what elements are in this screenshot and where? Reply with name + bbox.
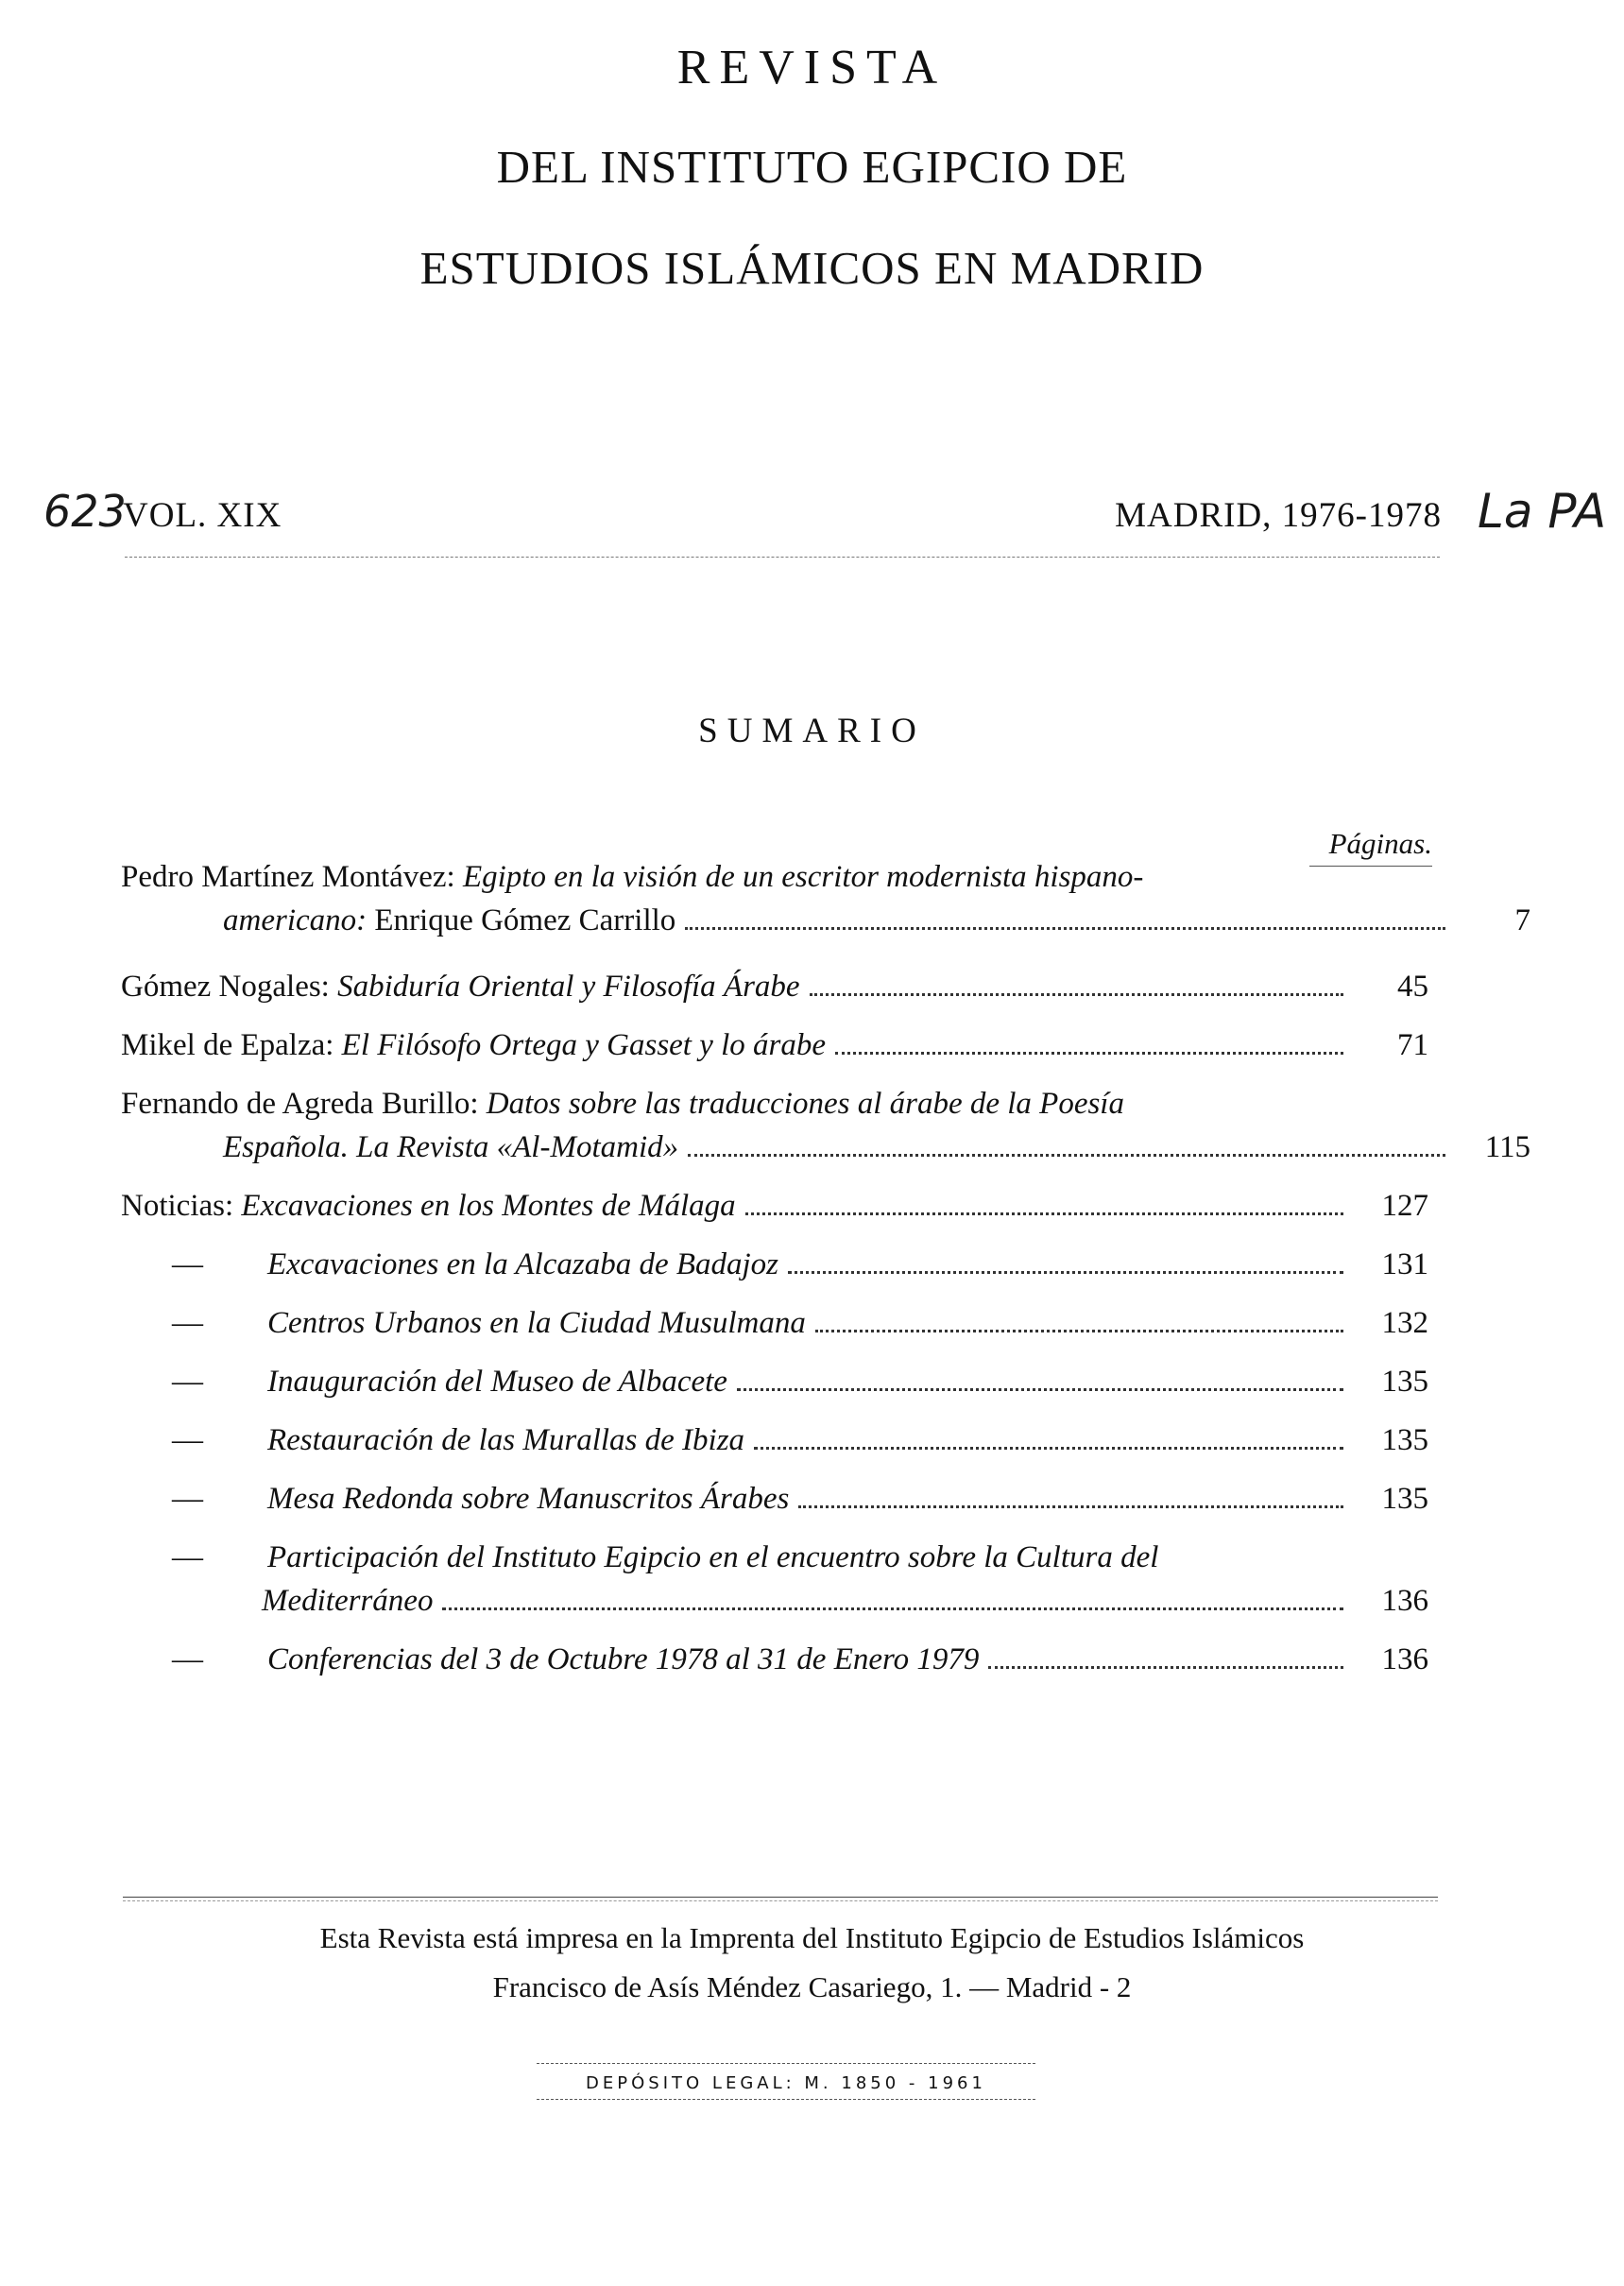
news-entry bbox=[121, 1536, 1428, 1623]
news-entry bbox=[121, 1243, 1428, 1286]
printer-address: Francisco de Asís Méndez Casariego, 1. — Madrid - 2 bbox=[492, 1970, 1132, 2003]
dot-leader bbox=[798, 1505, 1343, 1508]
dot-leader bbox=[688, 1154, 1445, 1157]
news-page: 135 bbox=[1381, 1482, 1428, 1516]
header-rule bbox=[125, 557, 1440, 558]
journal-subtitle-2: ESTUDIOS ISLÁMICOS EN MADRID bbox=[419, 242, 1205, 294]
dot-leader bbox=[754, 1447, 1343, 1450]
news-dash: — bbox=[172, 1365, 203, 1399]
toc-entry bbox=[121, 965, 1428, 1008]
toc-entry bbox=[121, 1023, 1428, 1067]
toc-page: 115 bbox=[1484, 1130, 1530, 1164]
news-page: 135 bbox=[1381, 1365, 1428, 1399]
toc-title: El Filósofo Ortega y Gasset y lo árabe bbox=[341, 1028, 827, 1062]
news-title: Restauración de las Murallas de Ibiza bbox=[267, 1423, 745, 1457]
toc-title: Sabiduría Oriental y Filosofía Árabe bbox=[337, 970, 800, 1004]
volume-label: VOL. XIX bbox=[123, 496, 282, 535]
handwritten-catalog-number: 623 bbox=[43, 486, 127, 537]
dot-leader bbox=[745, 1212, 1343, 1215]
dot-leader bbox=[835, 1052, 1343, 1055]
toc-title: Excavaciones en los Montes de Málaga bbox=[241, 1189, 736, 1223]
toc-page: 45 bbox=[1397, 970, 1428, 1004]
toc-entry bbox=[121, 1184, 1428, 1228]
news-dash: — bbox=[172, 1306, 203, 1340]
journal-subtitle: DEL INSTITUTO EGIPCIO DE bbox=[496, 141, 1128, 193]
printer-note: Esta Revista está impresa en la Imprenta del Instituto Egipcio de Estudios Islámicos bbox=[319, 1921, 1305, 1954]
news-entry bbox=[121, 1301, 1428, 1345]
toc-entry bbox=[121, 1082, 1530, 1169]
news-title: Centros Urbanos en la Ciudad Musulmana bbox=[267, 1306, 806, 1340]
toc-author: Gómez Nogales: bbox=[121, 970, 330, 1004]
toc-author: Noticias: bbox=[121, 1189, 234, 1223]
news-title: Participación del Instituto Egipcio en el encuentro sobre la Cultura del bbox=[267, 1540, 1159, 1574]
toc-title-cont: Española. La Revista «Al-Motamid» bbox=[223, 1130, 679, 1164]
dot-leader bbox=[442, 1607, 1343, 1610]
toc-title-cont-roman: Enrique Gómez Carrillo bbox=[374, 903, 676, 937]
news-title-cont: Mediterráneo bbox=[262, 1584, 434, 1618]
toc-author: Pedro Martínez Montávez: bbox=[121, 860, 455, 894]
toc-title-cont: americano: bbox=[223, 903, 368, 937]
dot-leader bbox=[988, 1666, 1343, 1669]
news-page: 132 bbox=[1381, 1306, 1428, 1340]
handwritten-note: La PA bbox=[1478, 484, 1607, 539]
toc-page: 7 bbox=[1514, 903, 1530, 937]
dot-leader bbox=[810, 993, 1343, 996]
news-entry bbox=[121, 1418, 1428, 1462]
news-dash: — bbox=[172, 1423, 203, 1457]
news-title: Conferencias del 3 de Octubre 1978 al 31 de Enero 1979 bbox=[267, 1642, 980, 1676]
news-entry bbox=[121, 1638, 1428, 1681]
news-page: 131 bbox=[1381, 1247, 1428, 1281]
toc-author: Mikel de Epalza: bbox=[121, 1028, 334, 1062]
toc-entry bbox=[121, 855, 1530, 942]
news-page: 136 bbox=[1381, 1642, 1428, 1676]
legal-deposit: DEPÓSITO LEGAL: M. 1850 - 1961 bbox=[537, 2063, 1035, 2100]
place-date: MADRID, 1976-1978 bbox=[1115, 496, 1442, 535]
dot-leader bbox=[685, 927, 1445, 930]
journal-title: REVISTA bbox=[676, 41, 948, 95]
footer-rule-2 bbox=[123, 1900, 1438, 1901]
toc-title: Datos sobre las traducciones al árabe de la Poesía bbox=[486, 1087, 1124, 1121]
toc-page: 71 bbox=[1397, 1028, 1428, 1062]
toc-title: Egipto en la visión de un escritor modernista hispano- bbox=[462, 860, 1144, 894]
news-dash: — bbox=[172, 1540, 203, 1574]
dot-leader bbox=[788, 1271, 1343, 1274]
news-dash: — bbox=[172, 1247, 203, 1281]
dot-leader bbox=[737, 1388, 1343, 1391]
news-dash: — bbox=[172, 1482, 203, 1516]
footer-rule bbox=[123, 1897, 1438, 1898]
toc-page: 127 bbox=[1381, 1189, 1428, 1223]
news-entry bbox=[121, 1360, 1428, 1403]
pages-column-label: Páginas. bbox=[1328, 827, 1432, 860]
dot-leader bbox=[815, 1330, 1343, 1332]
news-title: Inauguración del Museo de Albacete bbox=[267, 1365, 727, 1399]
news-entry bbox=[121, 1477, 1428, 1521]
news-title: Excavaciones en la Alcazaba de Badajoz bbox=[267, 1247, 779, 1281]
news-page: 136 bbox=[1381, 1584, 1428, 1618]
news-title: Mesa Redonda sobre Manuscritos Árabes bbox=[267, 1482, 790, 1516]
summary-heading: SUMARIO bbox=[698, 712, 926, 750]
toc-author: Fernando de Agreda Burillo: bbox=[121, 1087, 479, 1121]
news-page: 135 bbox=[1381, 1423, 1428, 1457]
news-dash: — bbox=[172, 1642, 203, 1676]
